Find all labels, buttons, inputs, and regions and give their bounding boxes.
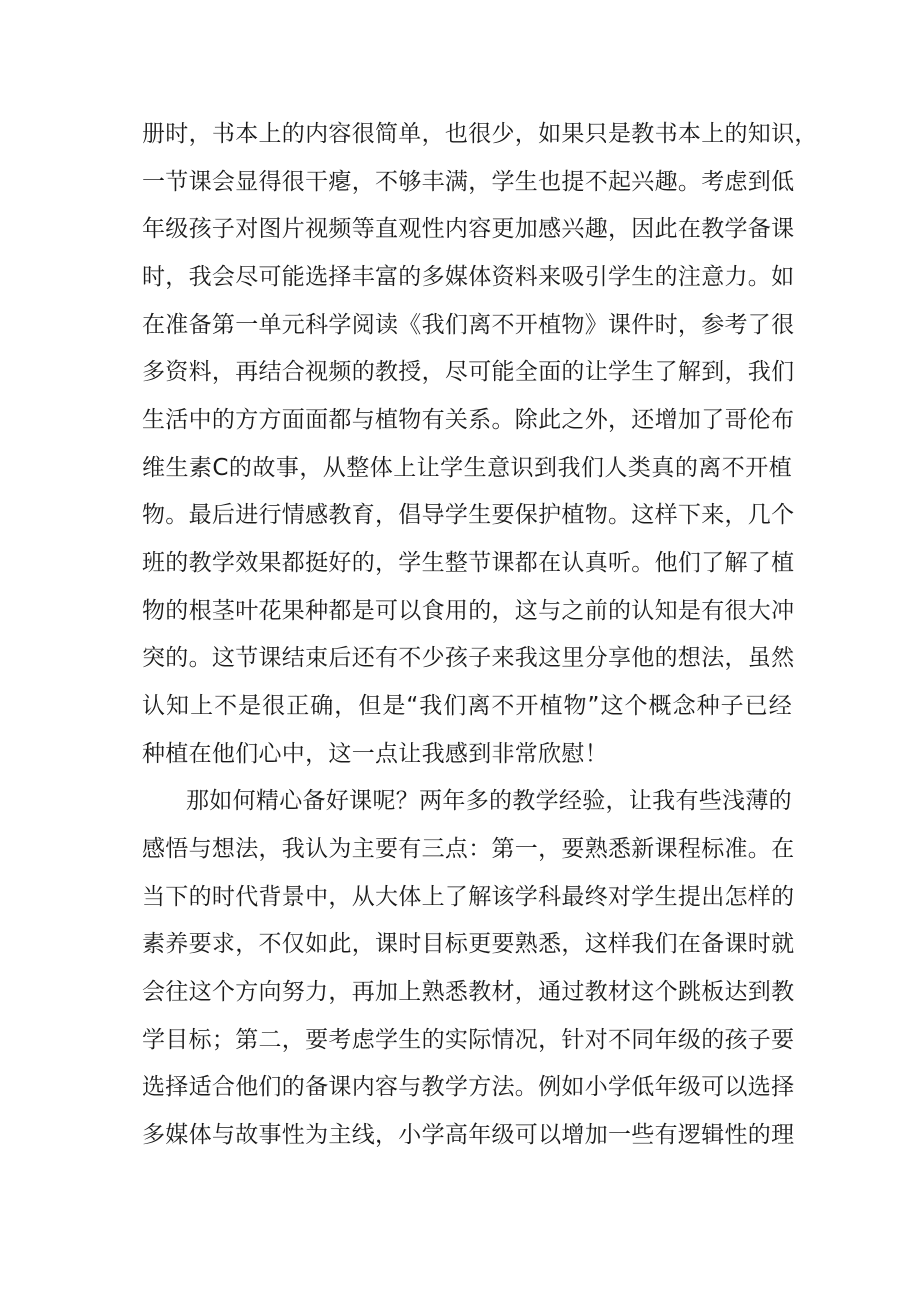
text-line: 认知上不是很正确，但是“我们离不开植物”这个概念种子已经 (142, 693, 792, 719)
text-line: 一节课会显得很干瘪，不够丰满，学生也提不起兴趣。考虑到低 (142, 169, 795, 195)
text-line: 当下的时代背景中，从大体上了解该学科最终对学生提出怎样的 (142, 884, 795, 910)
text-line: 年级孩子对图片视频等直观性内容更加感兴趣，因此在教学备课 (142, 216, 795, 242)
text-line: 素养要求，不仅如此，课时目标更要熟悉，这样我们在备课时就 (142, 931, 795, 957)
text-line: 会往这个方向努力，再加上熟悉教材，通过教材这个跳板达到教 (142, 979, 795, 1005)
text-line: 学目标；第二，要考虑学生的实际情况，针对不同年级的孩子要 (142, 1027, 795, 1053)
text-line: 时，我会尽可能选择丰富的多媒体资料来吸引学生的注意力。如 (142, 264, 795, 290)
paragraph-first-line: 那如何精心备好课呢？两年多的教学经验，让我有些浅薄的 (186, 788, 792, 814)
text-line: 生活中的方方面面都与植物有关系。除此之外，还增加了哥伦布 (142, 407, 795, 433)
text-line: 物的根茎叶花果种都是可以食用的，这与之前的认知是有很大冲 (142, 598, 795, 624)
text-line: 多媒体与故事性为主线，小学高年级可以增加一些有逻辑性的理 (142, 1122, 795, 1148)
text-line: 种植在他们心中，这一点让我感到非常欣慰！ (142, 741, 608, 767)
text-line: 班的教学效果都挺好的，学生整节课都在认真听。他们了解了植 (142, 550, 795, 576)
text-line: 在准备第一单元科学阅读《我们离不开植物》课件时，参考了很 (142, 312, 795, 338)
text-line: 维生素C的故事，从整体上让学生意识到我们人类真的离不开植 (142, 455, 792, 481)
text-line: 突的。这节课结束后还有不少孩子来我这里分享他的想法，虽然 (142, 645, 795, 671)
text-line: 多资料，再结合视频的教授，尽可能全面的让学生了解到，我们 (142, 359, 795, 385)
text-line: 物。最后进行情感教育，倡导学生要保护植物。这样下来，几个 (142, 502, 795, 528)
text-line: 感悟与想法，我认为主要有三点：第一，要熟悉新课程标准。在 (142, 836, 795, 862)
text-line: 册时，书本上的内容很简单，也很少，如果只是教书本上的知识， (142, 121, 818, 147)
text-line: 选择适合他们的备课内容与教学方法。例如小学低年级可以选择 (142, 1074, 795, 1100)
